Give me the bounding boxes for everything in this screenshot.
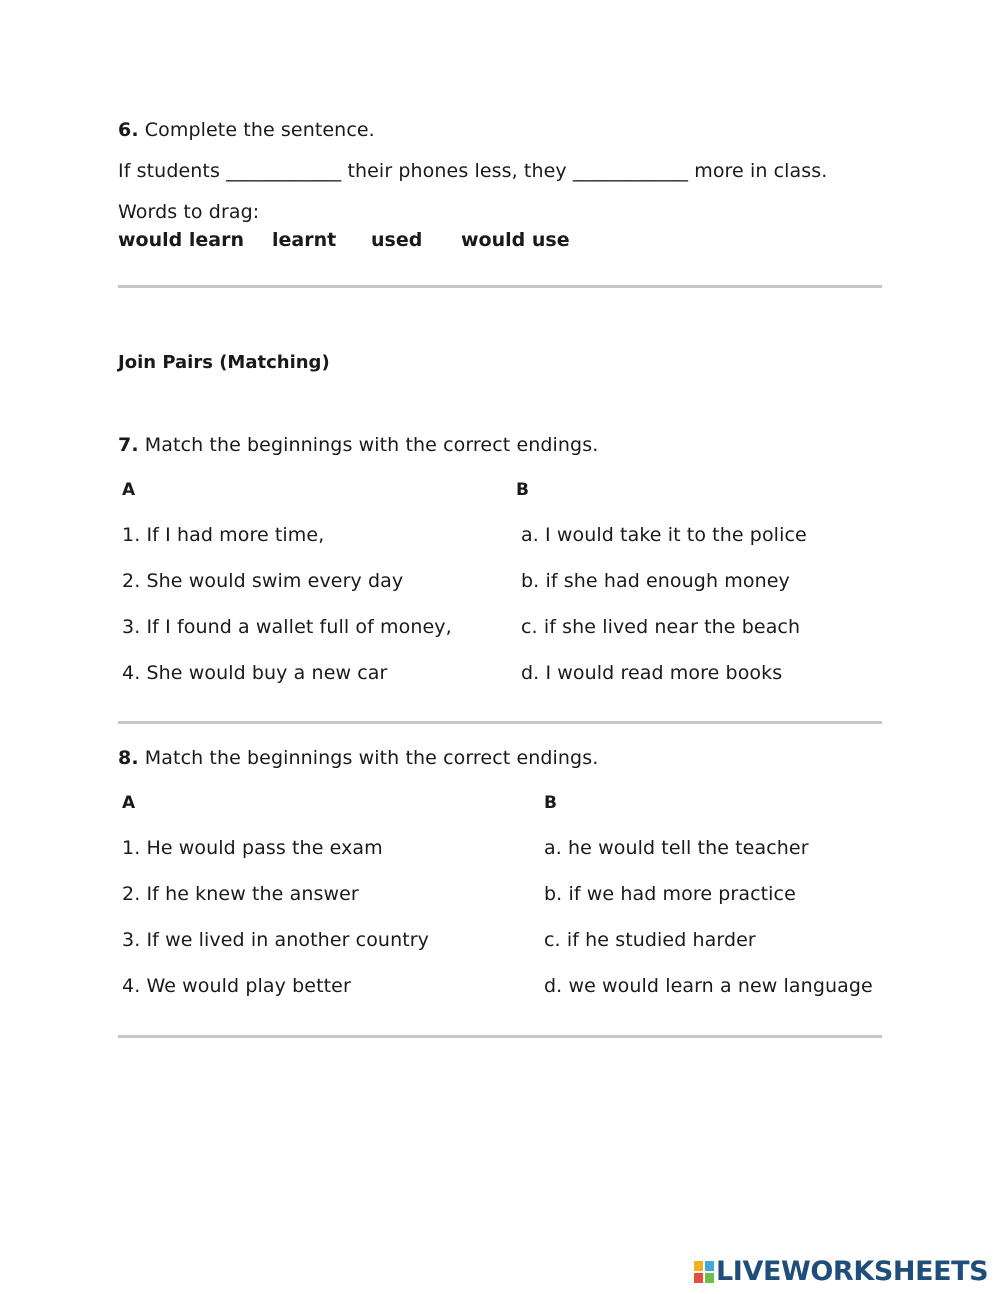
question-instruction: Match the beginnings with the correct endings. (144, 747, 599, 769)
drop-blank-1[interactable]: ____________ (226, 160, 342, 182)
question-number: 8. (118, 747, 139, 769)
question-8-header (118, 747, 598, 769)
match-item-b[interactable]: a. I would take it to the police (521, 524, 807, 546)
match-item-b[interactable]: d. we would learn a new language (544, 975, 873, 997)
question-7-header (118, 434, 598, 456)
question-6-header (118, 119, 375, 141)
sentence-part-2: their phones less, they (347, 160, 567, 182)
match-item-a[interactable]: 1. He would pass the exam (122, 837, 383, 859)
match-item-b[interactable]: d. I would read more books (521, 662, 783, 684)
match-item-a[interactable]: 1. If I had more time, (122, 524, 325, 546)
column-a-header: A (122, 793, 136, 813)
drag-word-would-learn[interactable]: would learn (118, 229, 244, 251)
question-instruction: Complete the sentence. (144, 119, 375, 141)
match-item-a[interactable]: 2. If he knew the answer (122, 883, 359, 905)
sentence-part-3: more in class. (694, 160, 828, 182)
liveworksheets-logo-icon (694, 1261, 714, 1283)
section-divider (118, 721, 882, 724)
match-item-a[interactable]: 4. We would play better (122, 975, 351, 997)
column-a-header: A (122, 480, 136, 500)
match-item-a[interactable]: 2. She would swim every day (122, 570, 404, 592)
question-number: 6. (118, 119, 139, 141)
match-item-a[interactable]: 4. She would buy a new car (122, 662, 388, 684)
drag-word-used[interactable]: used (371, 229, 423, 251)
match-item-a[interactable]: 3. If we lived in another country (122, 929, 430, 951)
match-item-a[interactable]: 3. If I found a wallet full of money, (122, 616, 452, 638)
section-divider (118, 285, 882, 288)
liveworksheets-logo (694, 1256, 988, 1287)
drag-word-would-use[interactable]: would use (461, 229, 570, 251)
words-to-drag-label: Words to drag: (118, 201, 260, 223)
drop-blank-2[interactable]: ____________ (572, 160, 689, 182)
question-number: 7. (118, 434, 139, 456)
question-6-sentence (118, 160, 827, 182)
section-title: Join Pairs (Matching) (118, 352, 330, 373)
sentence-part-1: If students (118, 160, 220, 182)
section-divider (118, 1035, 882, 1038)
column-b-header: B (544, 793, 557, 813)
match-item-b[interactable]: c. if she lived near the beach (521, 616, 801, 638)
column-b-header: B (516, 480, 529, 500)
liveworksheets-logo-text: LIVEWORKSHEETS (716, 1256, 989, 1287)
match-item-b[interactable]: a. he would tell the teacher (544, 837, 809, 859)
question-instruction: Match the beginnings with the correct endings. (144, 434, 599, 456)
match-item-b[interactable]: b. if she had enough money (521, 570, 790, 592)
match-item-b[interactable]: c. if he studied harder (544, 929, 756, 951)
match-item-b[interactable]: b. if we had more practice (544, 883, 796, 905)
drag-word-learnt[interactable]: learnt (272, 229, 337, 251)
